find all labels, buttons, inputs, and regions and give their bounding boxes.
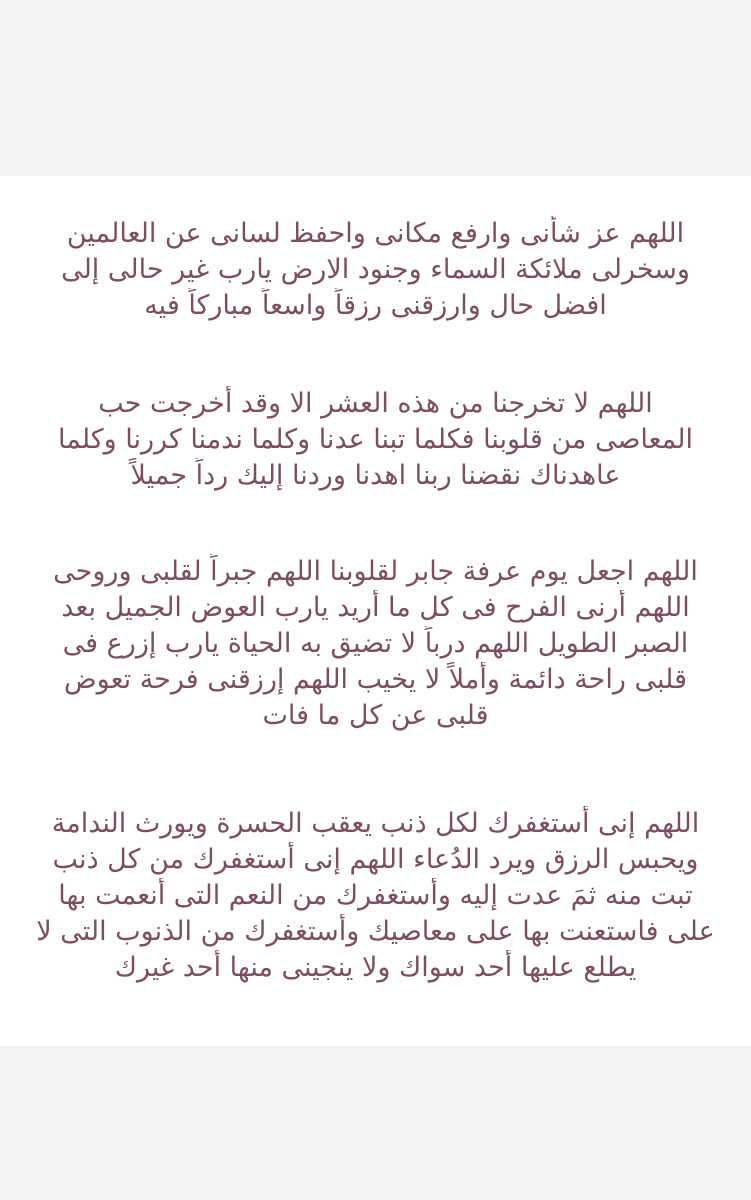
text-line: اللهم عز شأنى وارفع مكانى واحفظ لسانى عن العالمين (66, 218, 685, 249)
text-line: يطلع عليها أحد سواك ولا ينجينى منها أحد غيرك (114, 952, 637, 983)
bottom-blank-area (0, 1046, 751, 1200)
dua-paragraph-2 (0, 386, 751, 494)
text-line: افضل حال وارزقنى رزقاً واسعاً مباركاً فيه (144, 290, 607, 321)
text-line: قلبى عن كل ما فات (262, 700, 489, 731)
text-line: اللهم لا تخرجنا من هذه العشر الا وقد أخرجت حب (98, 388, 653, 419)
text-line: اللهم أرنى الفرح فى كل ما أريد يارب العوض الجميل بعد (61, 592, 690, 623)
dua-paragraph-1 (0, 216, 751, 324)
text-line: المعاصى من قلوبنا فكلما تبنا عدنا وكلما ندمنا كررنا وكلما (57, 424, 693, 455)
top-blank-area (0, 0, 751, 176)
text-line: ويحبس الرزق ويرد الدُعاء اللهم إنى أستغفرك من كل ذنب (52, 844, 699, 875)
dua-paragraph-4 (0, 806, 751, 986)
text-card (0, 176, 751, 1046)
text-line: تبت منه ثمَ عدت إليه وأستغفرك من النعم التى أنعمت بها (58, 880, 693, 911)
dua-paragraph-3 (0, 554, 751, 734)
text-line: اللهم إنى أستغفرك لكل ذنب يعقب الحسرة ويورث الندامة (51, 808, 700, 839)
text-line: اللهم اجعل يوم عرفة جابر لقلوبنا اللهم جبراً لقلبى وروحى (53, 556, 698, 587)
text-line: الصبر الطويل اللهم درباً لا تضيق به الحياة يارب إزرع فى (62, 628, 689, 659)
text-line: عاهدناك نقضنا ربنا اهدنا وردنا إليك رداً جميلاً (130, 460, 621, 491)
text-line: قلبى راحة دائمة وأملاً لا يخيب اللهم إرزقنى فرحة تعوض (63, 664, 687, 695)
text-line: وسخرلى ملائكة السماء وجنود الارض يارب غير حالى إلى (61, 254, 690, 285)
text-line: على فاستعنت بها على معاصيك وأستغفرك من الذنوب التى لا (36, 916, 715, 947)
